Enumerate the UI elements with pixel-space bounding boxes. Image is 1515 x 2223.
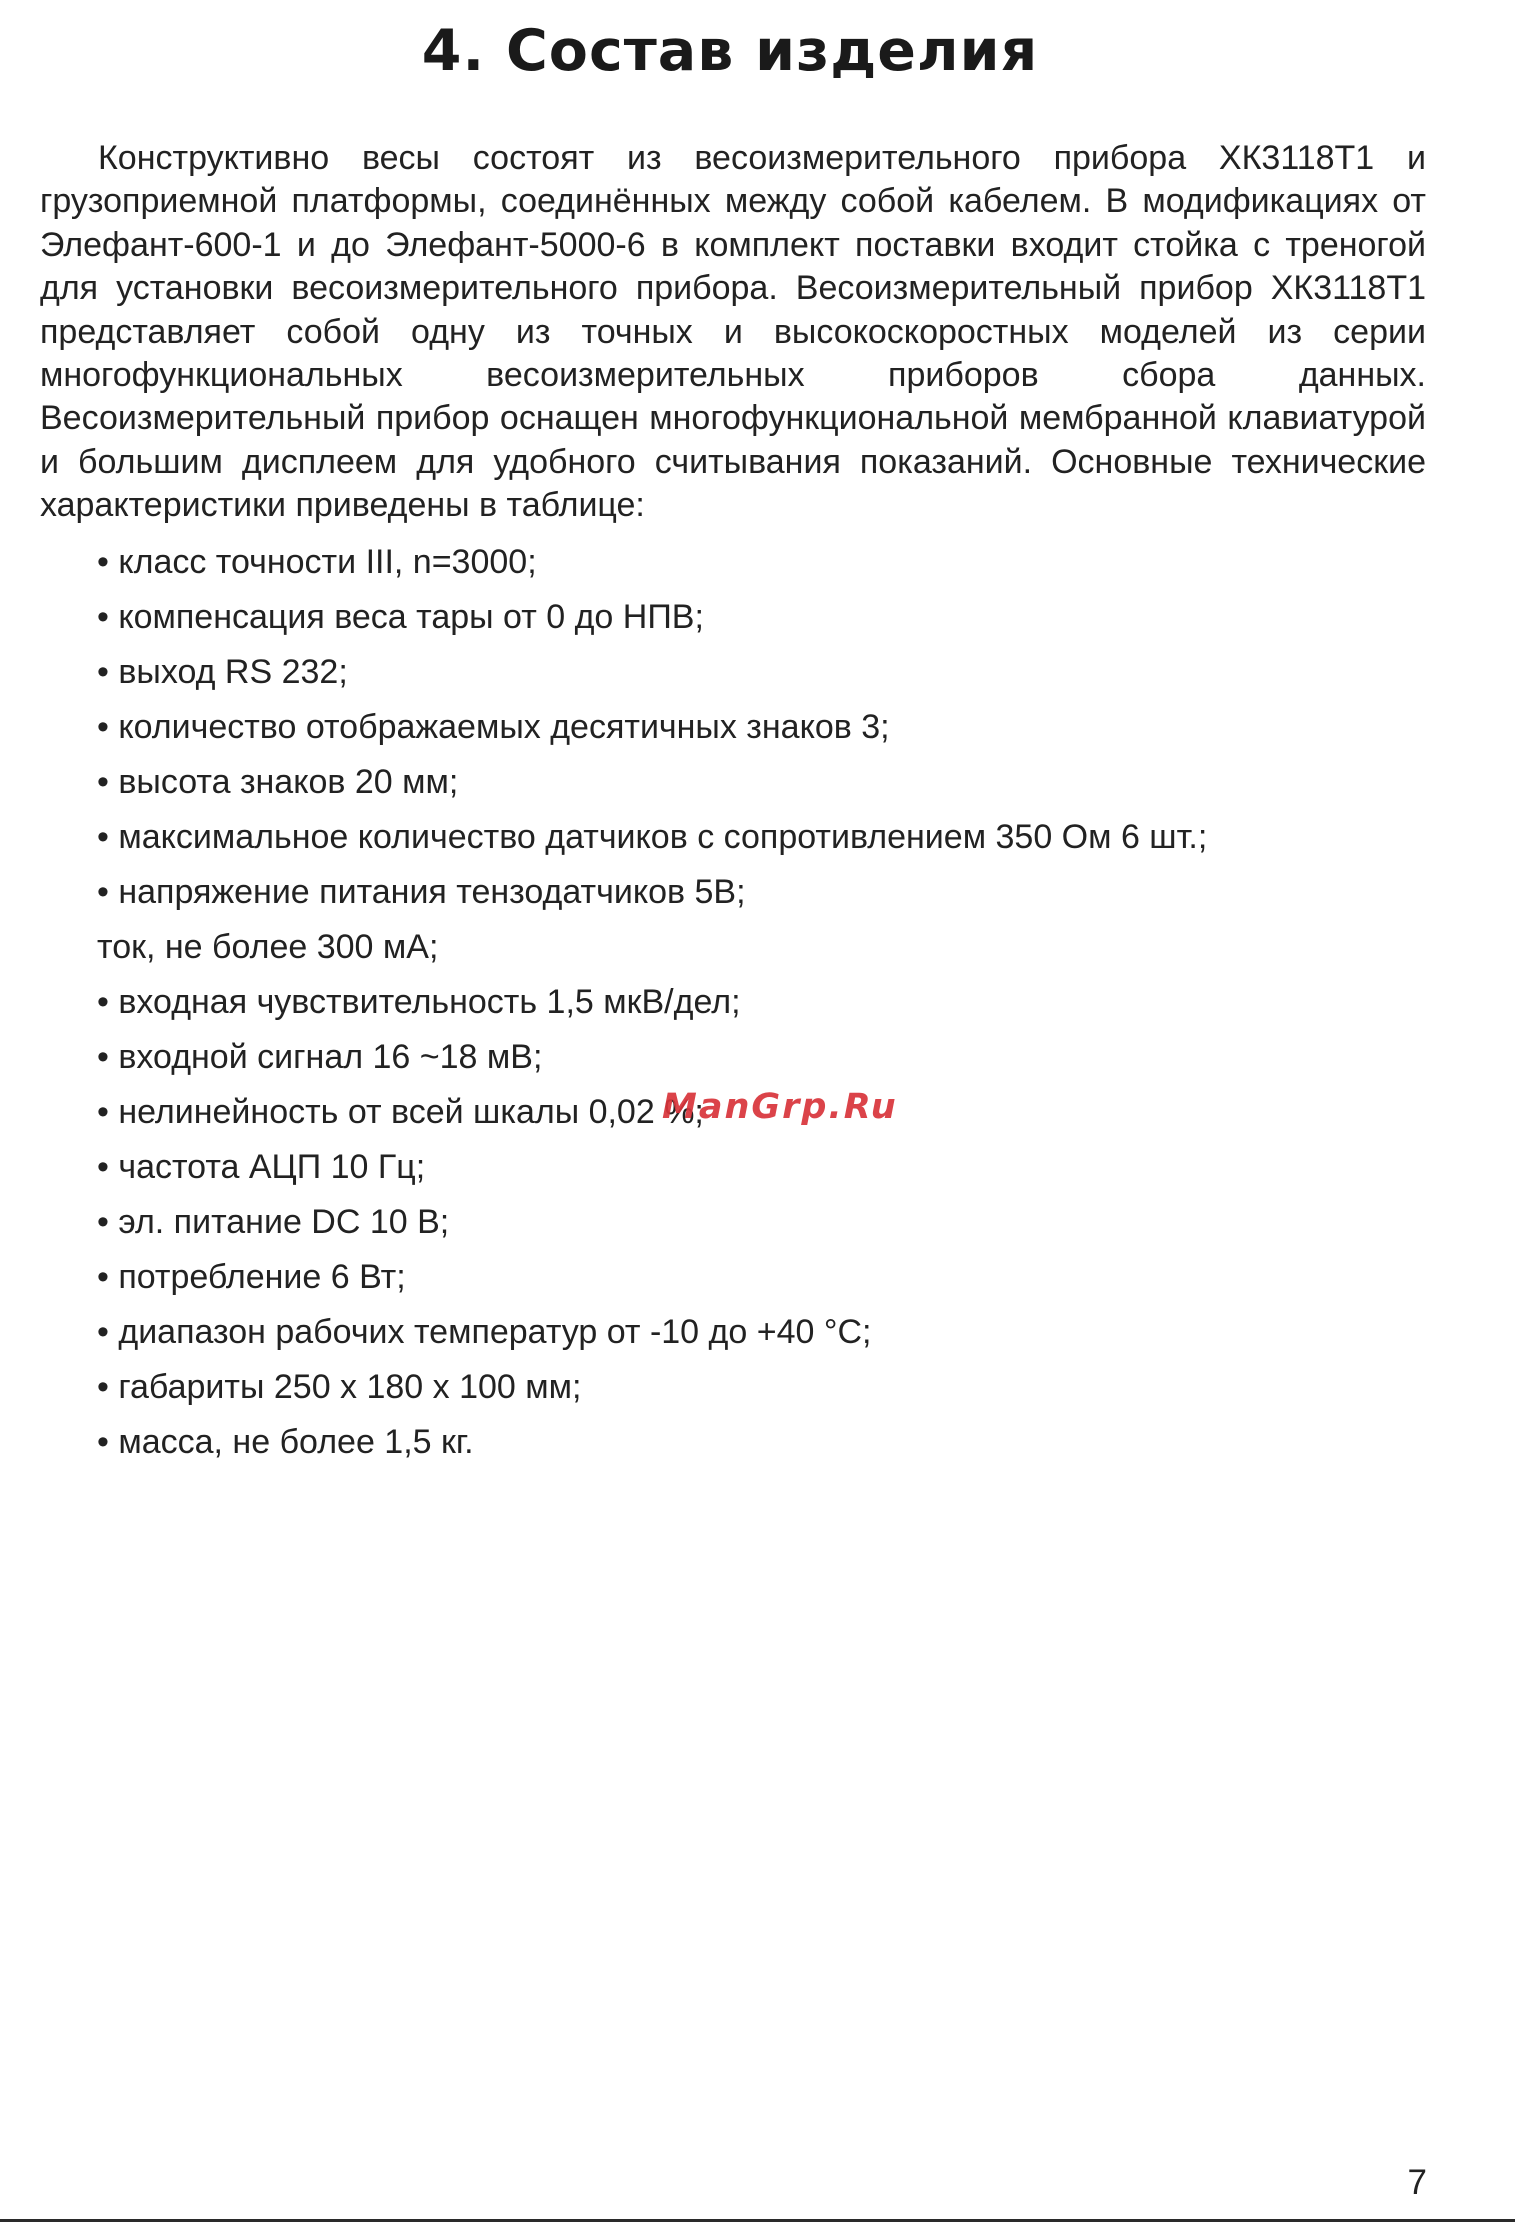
spec-item-nonlinearity: • нелинейность от всей шкалы 0,02 %; (97, 1093, 704, 1131)
spec-item-accuracy-class: • класс точности III, n=3000; (97, 543, 537, 581)
watermark-logo: ManGrp.Ru (662, 1087, 898, 1127)
spec-item-current: ток, не более 300 мА; (97, 928, 439, 966)
spec-item-input-signal: • входной сигнал 16 ~18 мВ; (97, 1038, 543, 1076)
spec-item-adc-frequency: • частота АЦП 10 Гц; (97, 1148, 426, 1186)
spec-item-dimensions: • габариты 250 х 180 х 100 мм; (97, 1368, 582, 1406)
spec-list (97, 538, 1427, 1473)
page-title: 4. Состав изделия (421, 18, 1039, 84)
spec-item-mass: • масса, не более 1,5 кг. (97, 1423, 474, 1461)
intro-paragraph: Конструктивно весы состоят из весоизмерительного прибора ХК3118Т1 и грузоприемной платформы, соединённых между собой кабелем. В модификациях от Элефант-600-1 и до Элефант-5000-6 в комплект поставки входит стойка с треногой для установки весоизмерительного прибора. Весоизмерительный прибор ХК3118Т1 представляет собой одну из точных и высокоскоростных моделей из серии многофункциональных весоизмерительных приборов сбора данных. Весоизмерительный прибор оснащен многофункциональной мембранной клавиатурой и большим дисплеем для удобного считывания показаний. Основные технические характеристики приведены в таблице: (40, 139, 1426, 525)
spec-item-power-supply: • эл. питание DC 10 В; (97, 1203, 450, 1241)
spec-item-max-sensors: • максимальное количество датчиков с сопротивлением 350 Ом 6 шт.; (97, 818, 1208, 856)
spec-item-consumption: • потребление 6 Вт; (97, 1258, 406, 1296)
spec-item-decimal-places: • количество отображаемых десятичных знаков 3; (97, 708, 890, 746)
spec-item-output: • выход RS 232; (97, 653, 348, 691)
spec-item-temperature-range: • диапазон рабочих температур от -10 до +40 °С; (97, 1313, 872, 1351)
spec-item-sensitivity: • входная чувствительность 1,5 мкВ/дел; (97, 983, 741, 1021)
spec-item-digit-height: • высота знаков 20 мм; (97, 763, 459, 801)
spec-item-sensor-voltage: • напряжение питания тензодатчиков 5В; (97, 873, 746, 911)
bottom-divider (0, 2219, 1515, 2222)
spec-item-tare-compensation: • компенсация веса тары от 0 до НПВ; (97, 598, 704, 636)
page-number: 7 (1407, 2163, 1427, 2202)
